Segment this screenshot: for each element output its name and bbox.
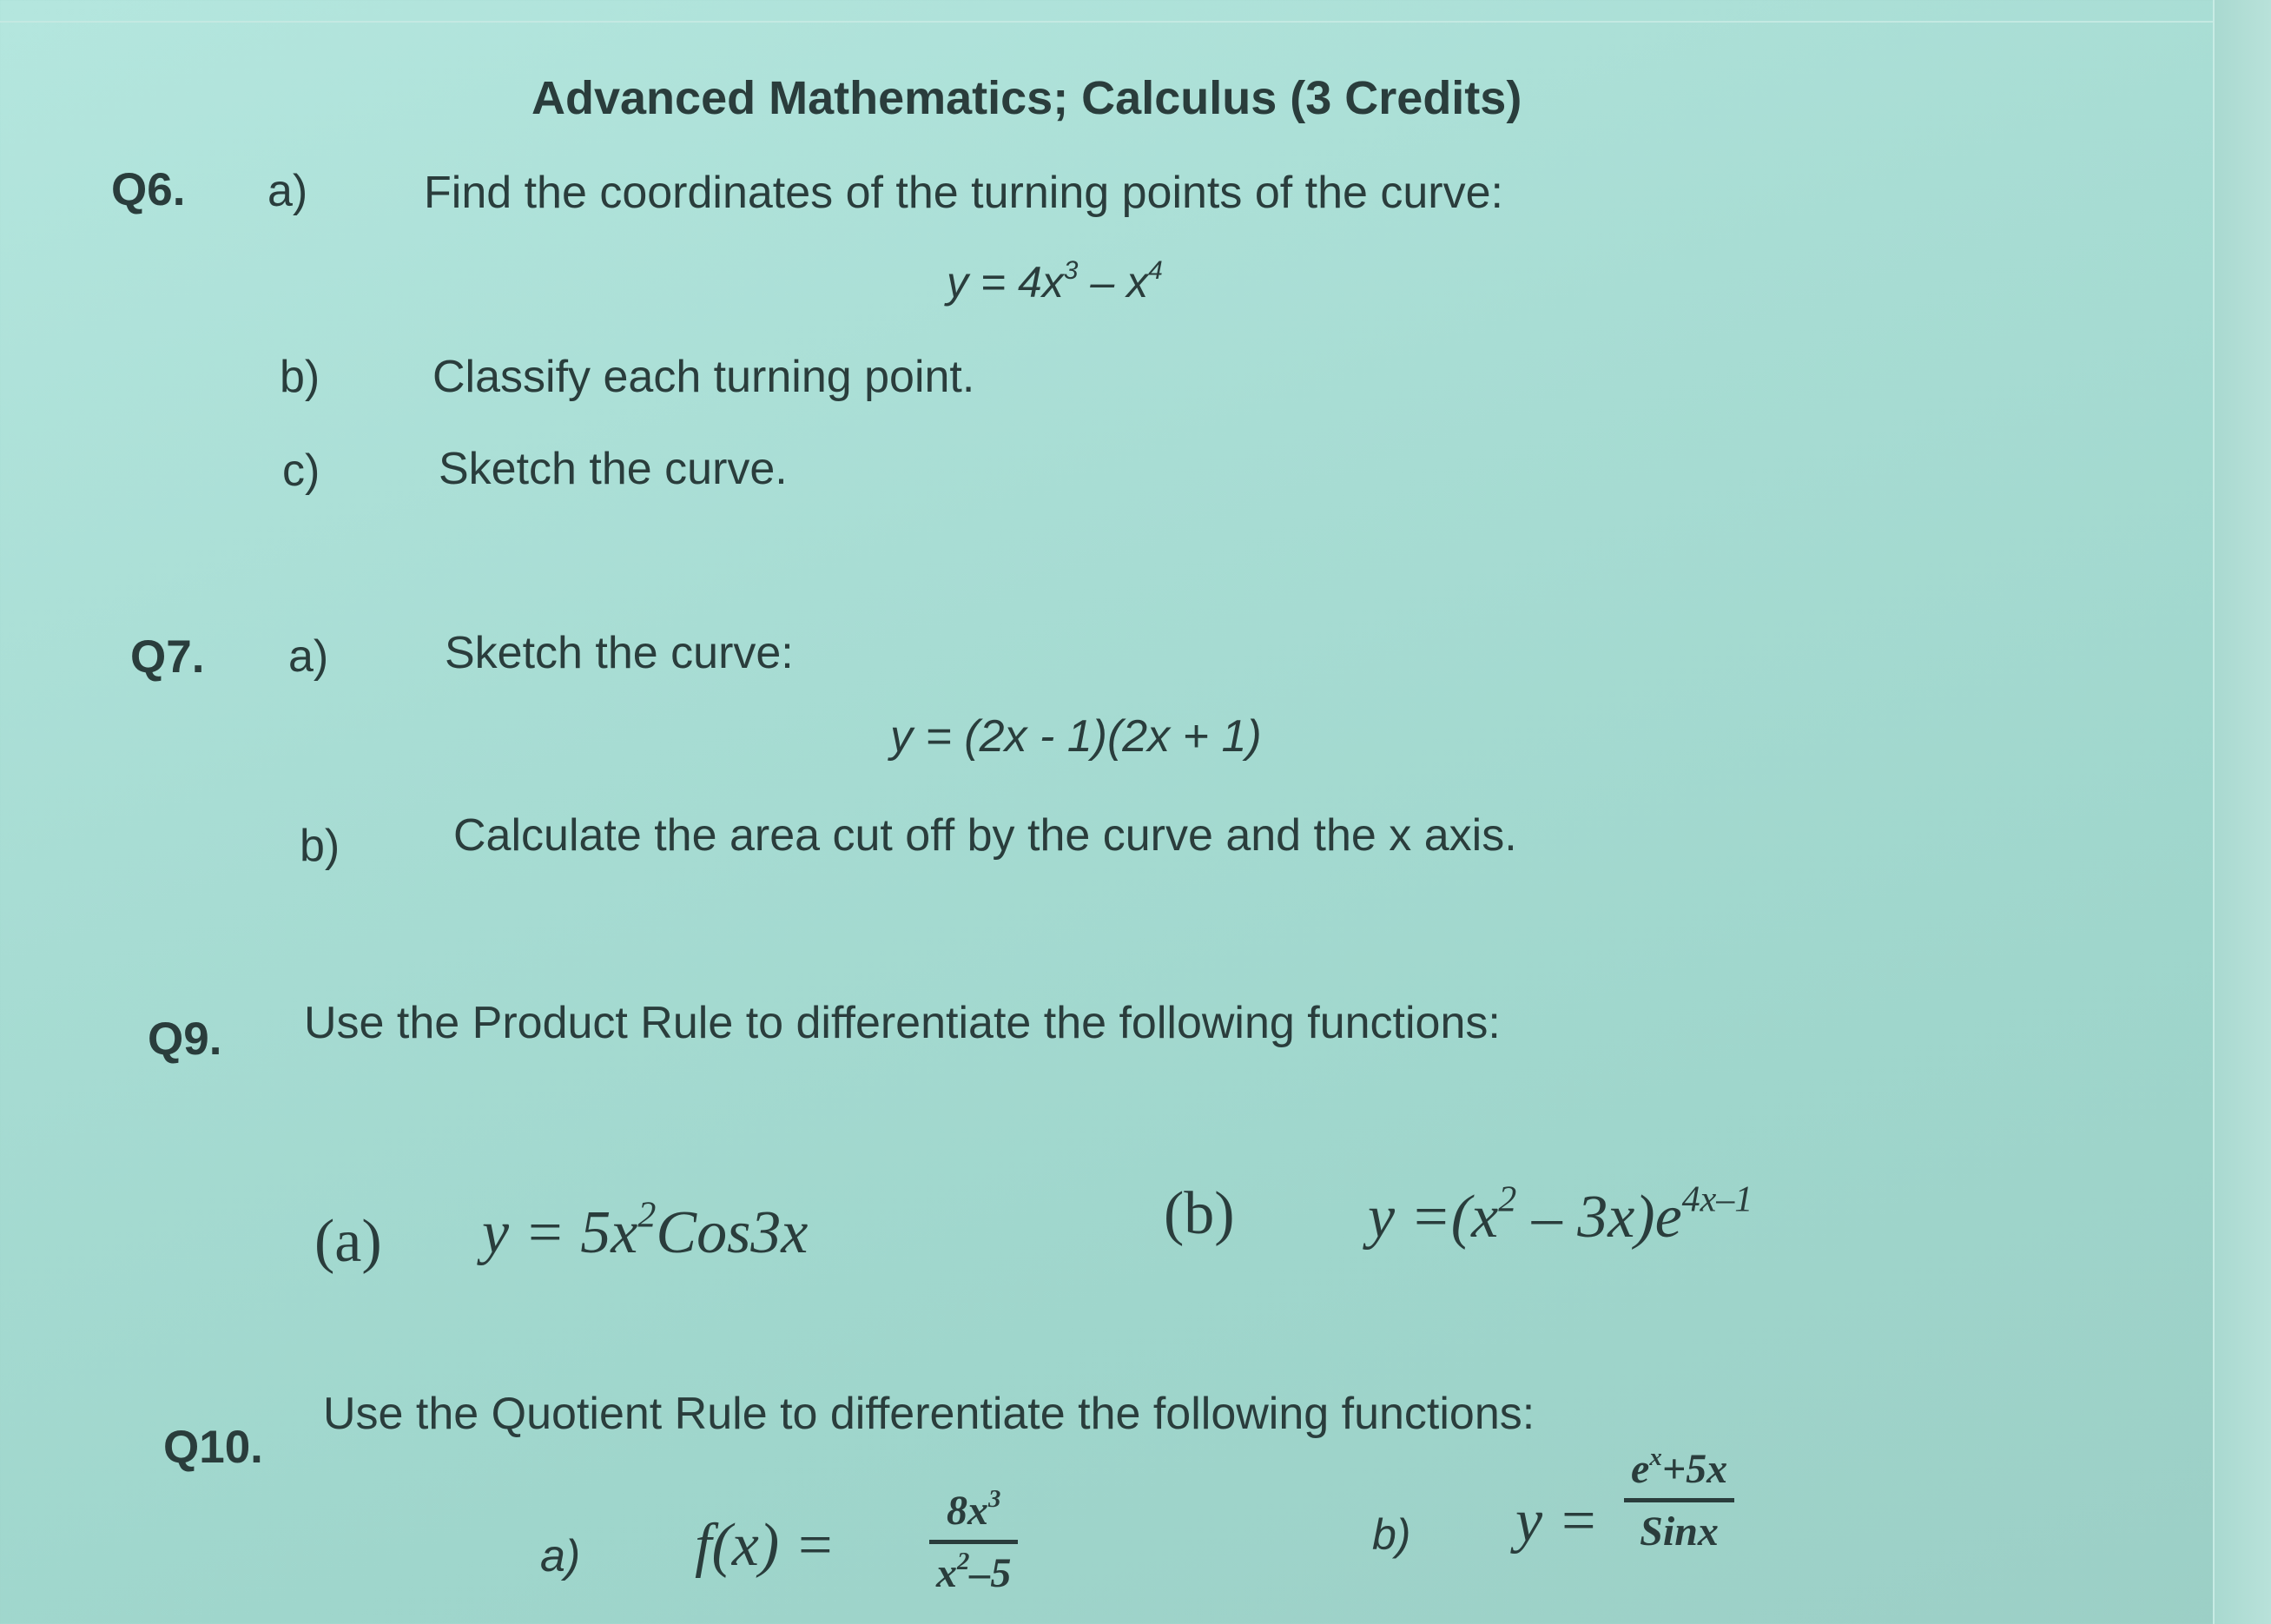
q7-b-label: b)	[300, 821, 340, 871]
q6-a-text: Find the coordinates of the turning points of the curve:	[424, 168, 1503, 218]
q7-equation: y = (2x - 1)(2x + 1)	[890, 711, 1262, 762]
q10-a-label: a)	[540, 1531, 581, 1581]
q6-equation: $y = 4x^3 - x^4$	[947, 256, 1163, 307]
q9-text: Use the Product Rule to differentiate the following functions:	[304, 998, 1501, 1048]
q7-a-text: Sketch the curve:	[445, 628, 794, 678]
q7-b-text: Calculate the area cut off by the curve and the x axis.	[453, 810, 1517, 861]
q10-number: Q10.	[163, 1422, 263, 1473]
q10-b-lhs: y =	[1515, 1488, 1599, 1555]
q10-b-fraction	[1624, 1442, 1734, 1555]
q10-b-denominator: Sinx	[1640, 1508, 1719, 1555]
page-right-edge	[2213, 0, 2271, 1624]
page-top-edge	[0, 21, 2271, 23]
q7-a-label: a)	[288, 631, 329, 682]
q10-a-denominator: $x^2-5$	[936, 1547, 1012, 1596]
q10-a-numerator: $8x^3$	[929, 1487, 1018, 1544]
q6-number: Q6.	[111, 164, 186, 215]
q6-b-label: b)	[280, 352, 320, 402]
q10-b-label: b)	[1372, 1510, 1411, 1559]
q10-b-numerator: $e^x+5x$	[1624, 1445, 1734, 1502]
q7-number: Q7.	[130, 631, 205, 683]
q6-a-label: a)	[267, 166, 308, 216]
q6-b-text: Classify each turning point.	[432, 352, 975, 402]
q6-c-text: Sketch the curve.	[439, 444, 788, 494]
q10-a-fraction	[929, 1484, 1018, 1597]
page-title: Advanced Mathematics; Calculus (3 Credits)	[531, 72, 1522, 124]
q9-a-equation: $y = 5x^2Cos3x$	[482, 1195, 809, 1266]
q10-text: Use the Quotient Rule to differentiate the following functions:	[323, 1389, 1535, 1439]
q9-number: Q9.	[148, 1013, 222, 1065]
q9-b-equation: $y =(x^2 - 3x)e^{4x-1}$	[1368, 1179, 1753, 1251]
q9-a-label: (a)	[314, 1208, 382, 1275]
q9-b-label: (b)	[1164, 1180, 1235, 1247]
q6-c-label: c)	[282, 446, 320, 496]
q10-a-lhs: f(x) =	[695, 1512, 835, 1579]
